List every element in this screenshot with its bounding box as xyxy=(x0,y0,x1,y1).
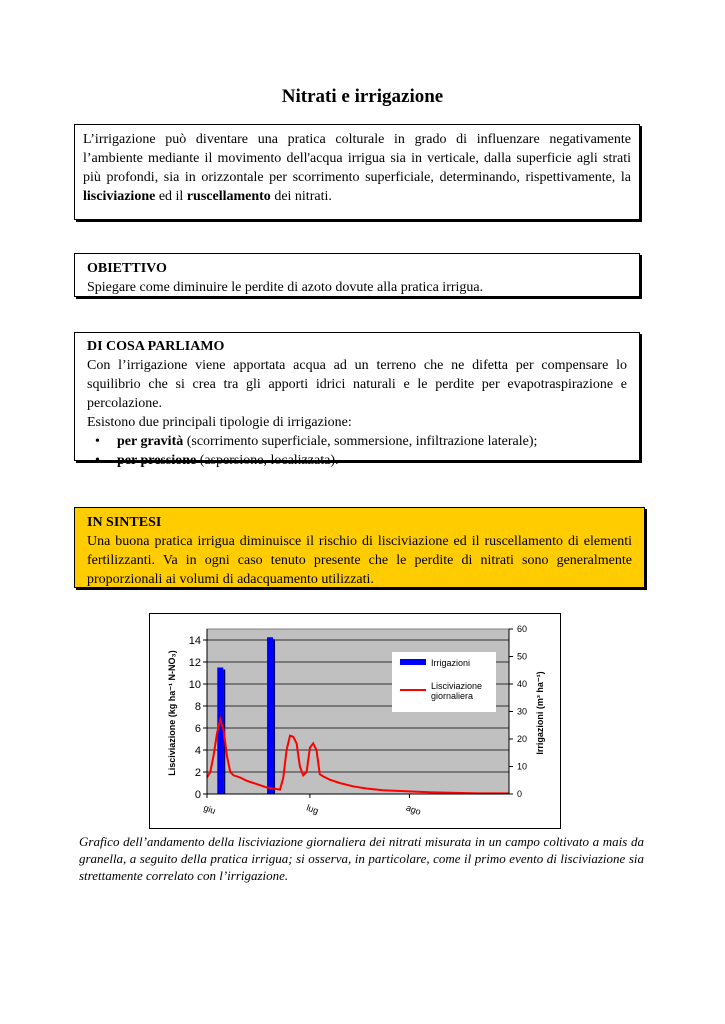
x-tick-label: giu xyxy=(202,802,218,816)
irrigation-bar-shadow xyxy=(273,639,275,794)
intro-text-end: dei nitrati. xyxy=(270,189,332,204)
legend xyxy=(392,652,496,712)
right-axis-ticks xyxy=(509,624,527,799)
right-tick-label: 10 xyxy=(517,761,528,772)
left-tick-label: 14 xyxy=(188,635,201,647)
sintesi-heading: IN SINTESI xyxy=(87,515,162,530)
parliamo-paragraph-1: Con l’irrigazione viene apportata acqua ad un terreno che ne difetta per compensare lo squilibrio che si crea tra gli apporti idrici naturali e le perdite per evapotraspirazione e percolazione. xyxy=(87,358,627,411)
list-item xyxy=(87,451,627,470)
x-tick-label: ago xyxy=(404,802,423,818)
left-tick-label: 6 xyxy=(194,723,201,735)
obiettivo-text: Spiegare come diminuire le perdite di azoto dovute alla pratica irrigua. xyxy=(87,280,484,295)
left-tick-label: 4 xyxy=(194,745,201,757)
irrigation-bar xyxy=(267,637,273,794)
left-axis-ticks xyxy=(189,629,207,801)
x-tick-label: lug xyxy=(305,802,320,816)
parliamo-box xyxy=(74,332,640,468)
intro-bold-lisciviazione: lisciviazione xyxy=(83,189,156,204)
intro-box xyxy=(74,124,640,220)
legend-word: giornaliera xyxy=(431,691,474,701)
page-title: Nitrati e irrigazione xyxy=(281,86,444,107)
list-item-bold: per gravità xyxy=(117,434,184,449)
left-axis-label: Lisciviazione (kg ha⁻¹ N-NO₃) xyxy=(167,650,177,776)
sintesi-text: Una buona pratica irrigua diminuisce il rischio di lisciviazione ed il ruscellamento di elementi fertilizzanti. Va in ogni caso tenuto presente che le perdite di nitrati sono generalmente proporzionali ai volumi di adacquamento utilizzati. xyxy=(87,534,632,587)
chart-frame xyxy=(149,613,561,829)
left-tick-label: 8 xyxy=(194,701,201,713)
intro-text-middle: ed il xyxy=(155,189,187,204)
parliamo-paragraph-2: Esistono due principali tipologie di irrigazione: xyxy=(87,415,352,430)
list-item-text: (scorrimento superficiale, sommersione, infiltrazione laterale); xyxy=(183,434,538,449)
right-tick-label: 20 xyxy=(517,734,528,744)
right-tick-label: 30 xyxy=(517,706,528,717)
list-item-bold: per pressione xyxy=(117,453,197,468)
legend-irrigazioni: Irrigazioni xyxy=(431,658,471,668)
intro-text-start: L’irrigazione può diventare una pratica colturale in grado di influenzare negativamente l’ambiente mediante il movimento dell'acqua irrigua sia in verticale, dalla superficie agli strati più profondi, sia in orizzontale per scorrimento superficiale, determinando, rispettivamente, la xyxy=(83,132,631,185)
parliamo-heading: DI COSA PARLIAMO xyxy=(87,339,225,354)
left-tick-label: 0 xyxy=(194,789,201,801)
right-tick-label: 0 xyxy=(517,789,523,799)
sintesi-box xyxy=(74,507,645,588)
intro-bold-ruscellamento: ruscellamento xyxy=(186,189,271,204)
right-tick-label: 40 xyxy=(517,679,528,689)
list-item xyxy=(87,432,627,451)
leaching-chart xyxy=(150,614,560,828)
legend-bar-swatch xyxy=(400,659,426,665)
x-axis-ticks xyxy=(202,794,509,817)
left-tick-label: 2 xyxy=(194,767,201,779)
obiettivo-box xyxy=(74,253,640,297)
right-tick-label: 60 xyxy=(517,624,528,634)
right-tick-label: 50 xyxy=(517,651,528,662)
irrigation-types-list xyxy=(87,432,627,470)
chart-caption: Grafico dell’andamento della lisciviazione giornaliera dei nitrati misurata in un campo coltivato a mais da granella, a seguito della pratica irrigua; si osserva, in particolare, come il primo evento di lisciviazione sia strettamente correlato con l’irrigazione. xyxy=(79,834,644,883)
right-axis-label: Irrigazioni (m³ ha⁻¹) xyxy=(535,671,545,755)
left-tick-label: 12 xyxy=(188,657,201,669)
obiettivo-heading: OBIETTIVO xyxy=(87,261,167,276)
list-item-text: (aspersione, localizzata). xyxy=(196,453,339,468)
legend-word: Lisciviazione xyxy=(431,681,483,691)
left-tick-label: 10 xyxy=(188,679,201,691)
